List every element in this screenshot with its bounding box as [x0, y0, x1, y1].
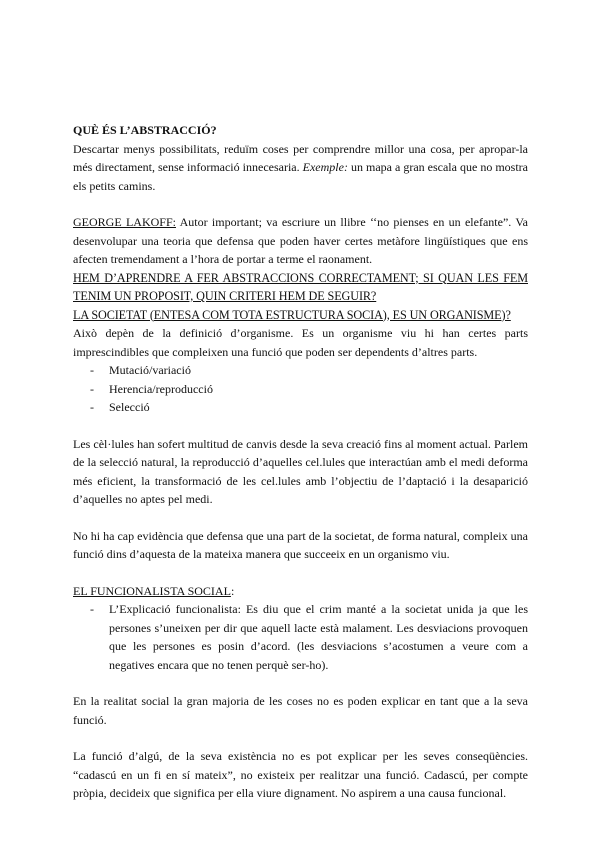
section-title-abstraction: QUÈ ÉS L’ABSTRACCIÓ? [73, 123, 217, 137]
bullet-text: Selecció [109, 400, 150, 414]
list-item [73, 398, 528, 417]
bullet-text: Herencia/reproducció [109, 381, 213, 396]
abstraction-text: Descartar menys possibilitats, reduïm coses per comprendre millor una cosa, per apropar-la més directament, sense informació innecesaria. [73, 141, 528, 174]
organism-paragraph: Això depèn de la definició d’organisme. Es un organisme viu hi han certes parts imprescindibles que compleixen una funció que poden ser dependents d’altres parts. [73, 326, 528, 359]
bullet-marker: - [90, 363, 94, 377]
example-label: Exemple: [302, 160, 348, 174]
bullet-text: Mutació/variació [109, 363, 191, 377]
list-item [73, 361, 528, 380]
lakoff-text: Autor important; va escriure un llibre ‘‘no pienses en un elefante”. Va desenvolupar una teoria que defensa que poden haver certes metàfore lingüístiques que ens afecten tremendament a l’hora de portar a terme el raonament. [73, 215, 529, 266]
document-body [73, 121, 528, 803]
functionalist-heading [73, 582, 528, 601]
list-item [73, 380, 528, 399]
society-organism-heading: LA SOCIETAT (ENTESA COM TOTA ESTRUCTURA SOCIA), ES UN ORGANISME)? [73, 307, 511, 322]
organism-bullet-list [73, 361, 528, 417]
lakoff-name: GEORGE LAKOFF: [73, 215, 176, 229]
functionalist-heading-text: EL FUNCIONALISTA SOCIAL [73, 583, 231, 598]
lakoff-paragraph [73, 213, 528, 269]
evidence-paragraph: No hi ha cap evidència que defensa que una part de la societat, de forma natural, compleix una funció dins d’aquesta de la mateixa manera que succeeix en un organismo viu. [73, 528, 528, 561]
bullet-marker: - [90, 400, 94, 414]
cells-paragraph: Les cèl·lules han sofert multitud de canvis desde la seva creació fins al moment actual. Parlem de la selecció natural, la reproducció d’aquelles cel.lules que interactúan amb el medi deforma més eficient, la transformació de les cel.lules amb l’objectiu de l’daptació i la desaparició d’aquelles no aptes pel medi. [73, 436, 528, 506]
example-text: un mapa a gran escala que no mostra els petits camins. [73, 160, 528, 193]
function-paragraph: La funció d’algú, de la seva existència no es pot explicar per les seves conseqüències. “cadascú en un fi en sí mateix”, no existeix per realitzar una funció. Cadascú, per compte pròpia, decideix que significa per ella viure dignament. No aspirem a una causa funcional. [73, 749, 528, 800]
functionalist-bullet-list [73, 600, 528, 674]
functionalist-heading-colon: : [230, 583, 235, 598]
list-item [73, 600, 528, 674]
social-reality-paragraph: En la realitat social la gran majoria de les coses no es poden explicar en tant que a la seva funció. [73, 694, 528, 727]
bullet-marker: - [90, 381, 94, 396]
question-heading: HEM D’APRENDRE A FER ABSTRACCIONS CORRECTAMENT; SI QUAN LES FEM TENIM UN PROPOSIT, QUIN CRITERI HEM DE SEGUIR? [73, 270, 528, 303]
abstraction-paragraph [73, 140, 528, 196]
bullet-marker: - [90, 602, 94, 616]
bullet-text: L’Explicació funcionalista: Es diu que el crim manté a la societat unida ja que les persones s’uneixen per dir que aquell lacte està malament. Les desviacions provoquen que les persones es posin d’acord. (les desviacions s’acostumen a veure com a negatives encara que no tenen perquè ser-ho). [109, 602, 528, 672]
